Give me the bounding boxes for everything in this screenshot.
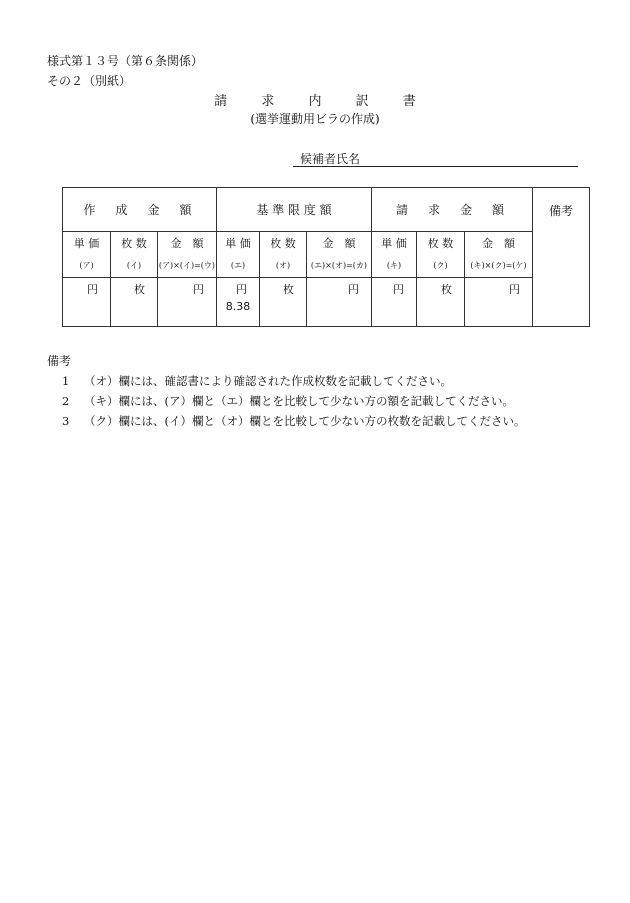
value-cell[interactable]: 枚	[417, 278, 465, 327]
col-header: 金 額 (ア)×(イ)=(ウ)	[158, 232, 217, 278]
col-header: 単 価 (エ)	[217, 232, 260, 278]
document-subtitle: (選挙運動用ビラの作成)	[250, 112, 380, 126]
group-header-claim: 請 求 金 額	[372, 188, 533, 232]
col-header: 枚 数 (ク)	[417, 232, 465, 278]
document-title	[0, 90, 630, 109]
remarks-header: 備考	[533, 188, 590, 327]
note-item: 1 （オ）欄には、確認書により確認された作成枚数を記載してください。	[62, 374, 452, 388]
candidate-name-field[interactable]	[293, 166, 578, 167]
col-header: 単 価 (ア)	[63, 232, 111, 278]
value-cell[interactable]: 枚	[111, 278, 158, 327]
col-header: 枚 数 (イ)	[111, 232, 158, 278]
value-cell[interactable]: 枚	[260, 278, 307, 327]
title-char: 書	[402, 94, 416, 109]
title-char: 内	[308, 94, 322, 109]
col-header: 金 額 (キ)×(ク)=(ケ)	[465, 232, 533, 278]
group-header-limit: 基 準 限 度 額	[217, 188, 372, 232]
form-subtitle: その２（別紙）	[47, 74, 132, 88]
col-header: 枚 数 (オ)	[260, 232, 307, 278]
value-cell[interactable]: 円	[465, 278, 533, 327]
col-header: 金 額 (エ)×(オ)=(カ)	[307, 232, 372, 278]
value-cell[interactable]: 円	[63, 278, 111, 327]
candidate-name-label: 候補者氏名	[300, 152, 361, 166]
note-item: 3 （ク）欄には、(イ）欄と（オ）欄とを比較して少ない方の枚数を記載してください。	[62, 414, 526, 428]
title-char: 請	[214, 94, 228, 109]
value-cell[interactable]: 円	[372, 278, 417, 327]
title-char: 訳	[355, 94, 369, 109]
value-cell[interactable]: 円	[158, 278, 217, 327]
value-cell[interactable]: 円	[307, 278, 372, 327]
col-header: 単 価 (キ)	[372, 232, 417, 278]
note-item: 2 （キ）欄には、(ア）欄と（エ）欄とを比較して少ない方の額を記載してください。	[62, 394, 514, 408]
value-cell[interactable]: 円 8.38	[217, 278, 260, 327]
claim-breakdown-table	[62, 187, 590, 327]
notes-title: 備考	[47, 354, 72, 368]
group-header-production: 作 成 金 額	[63, 188, 217, 232]
title-char: 求	[261, 94, 275, 109]
form-number: 様式第１３号（第６条関係）	[47, 54, 204, 68]
